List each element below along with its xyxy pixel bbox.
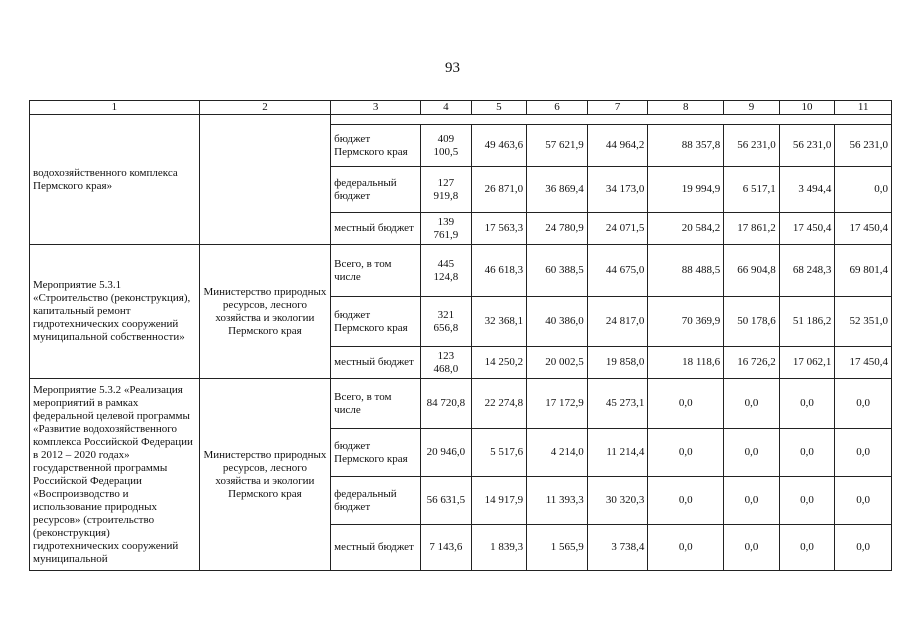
value-cell: 0,0 [648,525,724,571]
header-cell: 2 [199,101,330,115]
value-cell: 19 858,0 [587,347,648,379]
value-cell: 30 320,3 [587,477,648,525]
measure-description: водохозяйственного комплекса Пермского края» [30,115,200,245]
value-cell: 50 178,6 [724,297,780,347]
value-cell: 36 869,4 [527,167,588,213]
value-cell: 0,0 [835,477,892,525]
value-cell: 4 214,0 [527,429,588,477]
funding-source: бюджет Пермского края [331,297,421,347]
funding-source: местный бюджет [331,347,421,379]
value-cell: 20 584,2 [648,213,724,245]
header-cell: 8 [648,101,724,115]
value-cell: 17 450,4 [835,213,892,245]
value-cell: 44 675,0 [587,245,648,297]
funding-source: местный бюджет [331,525,421,571]
value-cell: 0,0 [835,429,892,477]
funding-source: местный бюджет [331,213,421,245]
value-cell: 14 917,9 [471,477,527,525]
funding-source: бюджет Пермского края [331,125,421,167]
measure-description: Мероприятие 5.3.2 «Реализация мероприятий в рамках федеральной целевой программы «Развитие водохозяйственного комплекса Российской Федерации в 2012 – 2020 годах» государственной программы Российской Федерации «Воспроизводство и использование природных ресурсов» (строительство (реконструкция) гидротехнических сооружений муниципальной [30,379,200,571]
value-cell: 1 565,9 [527,525,588,571]
measure-description: Мероприятие 5.3.1 «Строительство (реконструкция), капитальный ремонт гидротехнических сооружений муниципальной собственности» [30,245,200,379]
value-cell: 40 386,0 [527,297,588,347]
value-cell: 14 250,2 [471,347,527,379]
table-row [30,379,892,429]
header-cell: 1 [30,101,200,115]
value-cell: 445 124,8 [421,245,472,297]
value-cell: 68 248,3 [779,245,835,297]
value-cell: 20 946,0 [421,429,472,477]
value-cell: 0,0 [835,379,892,429]
value-cell: 127 919,8 [421,167,472,213]
value-cell: 16 726,2 [724,347,780,379]
value-cell: 0,0 [779,525,835,571]
header-cell: 9 [724,101,780,115]
funding-source: федеральный бюджет [331,477,421,525]
value-cell: 34 173,0 [587,167,648,213]
value-cell: 51 186,2 [779,297,835,347]
value-cell: 66 904,8 [724,245,780,297]
value-cell: 24 817,0 [587,297,648,347]
header-row [30,101,892,115]
responsible-executor [199,115,330,245]
value-cell: 17 062,1 [779,347,835,379]
value-cell: 0,0 [724,429,780,477]
value-cell: 56 231,0 [779,125,835,167]
value-cell: 11 393,3 [527,477,588,525]
value-cell: 0,0 [779,379,835,429]
value-cell: 24 071,5 [587,213,648,245]
value-cell: 17 172,9 [527,379,588,429]
value-cell: 45 273,1 [587,379,648,429]
table-row [30,115,892,125]
header-cell: 10 [779,101,835,115]
header-cell: 11 [835,101,892,115]
value-cell: 44 964,2 [587,125,648,167]
value-cell: 32 368,1 [471,297,527,347]
value-cell: 0,0 [724,477,780,525]
value-cell: 52 351,0 [835,297,892,347]
value-cell: 49 463,6 [471,125,527,167]
header-cell: 4 [421,101,472,115]
budget-table [29,100,892,571]
value-cell: 56 631,5 [421,477,472,525]
value-cell: 1 839,3 [471,525,527,571]
value-cell: 3 738,4 [587,525,648,571]
value-cell: 22 274,8 [471,379,527,429]
value-cell: 19 994,9 [648,167,724,213]
value-cell: 18 118,6 [648,347,724,379]
value-cell: 24 780,9 [527,213,588,245]
value-cell: 17 450,4 [835,347,892,379]
value-cell: 0,0 [648,477,724,525]
value-cell: 7 143,6 [421,525,472,571]
funding-source: бюджет Пермского края [331,429,421,477]
value-cell: 0,0 [835,167,892,213]
responsible-executor: Министерство природных ресурсов, лесного хозяйства и экологии Пермского края [199,379,330,571]
value-cell: 0,0 [724,379,780,429]
page-number: 93 [445,60,460,76]
funding-source: Всего, в том числе [331,379,421,429]
value-cell: 409 100,5 [421,125,472,167]
value-cell: 123 468,0 [421,347,472,379]
value-cell: 17 450,4 [779,213,835,245]
value-cell: 46 618,3 [471,245,527,297]
value-cell: 20 002,5 [527,347,588,379]
value-cell: 56 231,0 [724,125,780,167]
value-cell: 139 761,9 [421,213,472,245]
funding-source: федеральный бюджет [331,167,421,213]
header-cell: 7 [587,101,648,115]
value-cell: 5 517,6 [471,429,527,477]
header-cell: 5 [471,101,527,115]
value-cell: 0,0 [648,429,724,477]
value-cell: 56 231,0 [835,125,892,167]
table-row [30,245,892,297]
value-cell: 70 369,9 [648,297,724,347]
value-cell: 88 357,8 [648,125,724,167]
value-cell: 11 214,4 [587,429,648,477]
value-cell: 17 563,3 [471,213,527,245]
header-cell: 6 [527,101,588,115]
value-cell: 69 801,4 [835,245,892,297]
value-cell: 3 494,4 [779,167,835,213]
value-cell: 88 488,5 [648,245,724,297]
value-cell: 321 656,8 [421,297,472,347]
value-cell: 0,0 [779,429,835,477]
value-cell: 26 871,0 [471,167,527,213]
value-cell: 0,0 [724,525,780,571]
value-cell: 84 720,8 [421,379,472,429]
value-cell: 0,0 [779,477,835,525]
value-cell: 60 388,5 [527,245,588,297]
header-cell: 3 [331,101,421,115]
responsible-executor: Министерство природных ресурсов, лесного хозяйства и экологии Пермского края [199,245,330,379]
value-cell: 17 861,2 [724,213,780,245]
value-cell: 57 621,9 [527,125,588,167]
value-cell: 6 517,1 [724,167,780,213]
value-cell: 0,0 [648,379,724,429]
funding-source: Всего, в том числе [331,245,421,297]
value-cell: 0,0 [835,525,892,571]
